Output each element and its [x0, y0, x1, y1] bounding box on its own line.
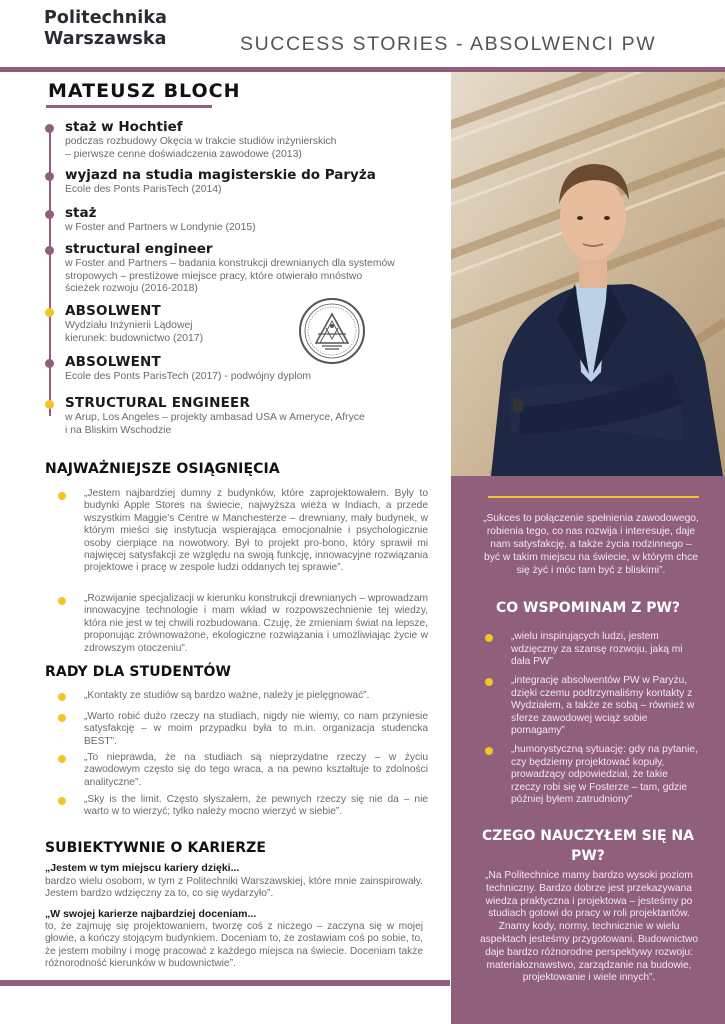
timeline-item-desc: w Arup, Los Angeles – projekty ambasad USA w Ameryce, Afryce i na Bliskim Wschodzie [65, 412, 365, 436]
timeline-dot [45, 210, 54, 219]
logo-line-1: Politechnika [44, 8, 168, 28]
timeline-item-desc: Wydziału Inżynierii Lądowej kierunek: budownictwo (2017) [65, 320, 204, 344]
achievement-item [58, 488, 428, 575]
subjective-answer: to, że zajmuję się projektowaniem, tworzę coś z niczego – zaczyna się w mojej głowie, a kończy stojącym budynkiem. Doceniam to, że zostawiam coś po sobie, to, że jestem mobilny i mogę pracować z każdego miejsca na świecie. Doceniam także różnorodność kierunków w budownictwie”. [45, 921, 423, 970]
sidebar-accent-line [488, 496, 699, 498]
bullet-dot [485, 747, 493, 755]
advice-text: „Sky is the limit. Często słyszałem, że pewnych rzeczy się nie da – nie warto w to wierzyć; tylko należy mocno wierzyć w siebie”. [84, 794, 428, 818]
bullet-dot [58, 597, 66, 605]
timeline-item [45, 118, 445, 161]
advice-item [58, 690, 428, 702]
timeline-item-title: staż [65, 205, 97, 221]
timeline-item-desc: podczas rozbudowy Okęcia w trakcie studiów inżynierskich – pierwsze cenne doświadczenia zawodowe (2013) [65, 136, 337, 160]
timeline-dot [45, 359, 54, 368]
timeline-item-title: structural engineer [65, 241, 213, 257]
subjective-answer: bardzo wielu osobom, w tym z Politechniki Warszawskiej, które mnie zainspirowały. Jestem bardzo wdzięczny za to, co się wydarzyło”. [45, 876, 423, 900]
timeline-item [45, 166, 445, 197]
timeline-item-title: STRUCTURAL ENGINEER [65, 395, 251, 411]
name-underline [46, 105, 212, 108]
timeline-dot [45, 400, 54, 409]
advice-item [58, 711, 428, 748]
achievement-text: „Rozwijanie specjalizacji w kierunku konstrukcji drewnianych – wprowadzam innowacyjne technologie i mam wkład w rozpowszechnienie tej wiedzy, która nie jest w tej chwili rozbudowana. Czuję, że zmieniam świat na lepsze, proponując zrównoważone, ekologiczne rozwiązania i umożliwiając życie w zdrowszym otoczeniu”. [84, 593, 428, 654]
logo-line-2: Warszawska [44, 29, 167, 49]
achievement-item [58, 593, 428, 655]
advice-text: „Kontakty ze studiów są bardzo ważne, należy je pielęgnować”. [84, 690, 370, 701]
timeline-item [45, 302, 445, 345]
timeline-dot [45, 246, 54, 255]
person-name: MATEUSZ BLOCH [48, 80, 241, 102]
advice-item [58, 752, 428, 789]
timeline-dot [45, 308, 54, 317]
memory-text: „humorystyczną sytuację: gdy na pytanie, czy będziemy projektować kopuły, prowadzący odpowiedział, że takie rzeczy robi się w Fosterze – tam, gdzie później byłem zatrudniony” [511, 744, 698, 806]
portrait-photo [451, 72, 725, 476]
timeline-item-title: ABSOLWENT [65, 303, 161, 319]
advice-item [58, 794, 428, 819]
advice-text: „Warto robić dużo rzeczy na studiach, nigdy nie wiemy, co nam przyniesie satysfakcję – w moim przypadku była to m.in. organizacja studencka BEST”. [84, 711, 428, 747]
bullet-dot [58, 755, 66, 763]
page-title: SUCCESS STORIES - ABSOLWENCI PW [240, 33, 657, 55]
timeline-item-desc: Ecole des Ponts ParisTech (2017) - podwójny dyplom [65, 371, 312, 382]
timeline-item-desc: w Foster and Partners – badania konstrukcji drewnianych dla systemów stropowych – prestiżowe miejsce pracy, które otwierało mnóstwo ścieżek rozwoju (2016-2018) [65, 258, 395, 295]
timeline-item-desc: Ecole des Ponts ParisTech (2014) [65, 184, 222, 195]
timeline-dot [45, 172, 54, 181]
memory-item [485, 744, 700, 807]
timeline-item-desc: w Foster and Partners w Londynie (2015) [65, 222, 256, 233]
timeline-item [45, 394, 445, 437]
achievement-text: „Jestem najbardziej dumny z budynków, które zaprojektowałem. Były to budynki Apple Stores na świecie, najwyższa wieża w Indiach, a przede wszystkim Maggie's Centre w Manchesterze – drewniany, mały budynek, w którym mieści się instytucja wspierająca emocjonalnie i psychologicznie osoby cierpiące na nowotwory. Był to projekt pro-bono, który sprawił mi najwięcej satysfakcji ze względu na swoją funkcję, innowacyjne rozwiązania projektowe i pracę w zespole ludzi oddanych tej sprawie”. [84, 488, 428, 574]
achievements-title: NAJWAŻNIEJSZE OSIĄGNIĘCIA [45, 461, 280, 477]
university-logo [44, 8, 184, 50]
subjective-question: „W swojej karierze najbardziej doceniam... [45, 908, 257, 920]
advice-text: „To nieprawda, że na studiach są nieprzydatne rzeczy – w życiu zawodowym często się do tego wraca, a na pewno kształtuje to zdolności analityczne”. [84, 752, 428, 788]
memory-item [485, 631, 700, 669]
timeline-item-title: ABSOLWENT [65, 354, 161, 370]
memory-text: „integrację absolwentów PW w Paryżu, dzięki czemu podtrzymaliśmy kontakty z Wydziałem, a także ze sobą – również w sferze zawodowej wciąż sobie pomagamy” [511, 675, 695, 737]
timeline-item [45, 240, 445, 296]
bullet-dot [58, 693, 66, 701]
learned-title: CZEGO NAUCZYŁEM SIĘ NA PW? [482, 828, 694, 864]
bullet-dot [58, 492, 66, 500]
success-quote: „Sukces to połączenie spełnienia zawodowego, robienia tego, co nas rozwija i interesuje, daje nam satysfakcję, a także życia rodzinnego – być w takim miejscu na świecie, w którym chce się żyć i móc tam być z bliskimi”. [483, 513, 699, 576]
memories-title: CO WSPOMINAM Z PW? [495, 600, 681, 616]
bullet-dot [485, 634, 493, 642]
subjective-title: SUBIEKTYWNIE O KARIERZE [45, 840, 267, 856]
footer-divider [0, 980, 450, 986]
advice-title: RADY DLA STUDENTÓW [45, 664, 232, 680]
timeline-item-title: staż w Hochtief [65, 119, 183, 135]
memory-item [485, 675, 700, 738]
bullet-dot [58, 797, 66, 805]
timeline-item [45, 353, 445, 384]
subjective-question: „Jestem w tym miejscu kariery dzięki... [45, 862, 240, 874]
bullet-dot [485, 678, 493, 686]
timeline-dot [45, 124, 54, 133]
bullet-dot [58, 714, 66, 722]
timeline-item-title: wyjazd na studia magisterskie do Paryża [65, 167, 376, 183]
faculty-seal-icon [298, 297, 366, 365]
sidebar-panel [451, 476, 725, 1024]
learned-text: „Na Politechnice mamy bardzo wysoki poziom techniczny. Bardzo dobrze jest przekazywana wiedza praktyczna i projektowa – jesteśmy po studiach gotowi do pracy w roli projektantów. Znamy kody, normy, technicznie w wielu aspektach jesteśmy przygotowani. Budownictwo daje bardzo różnorodne perspektywy rozwoju: materiałoznawstwo, zarządzanie na budowie, projektowanie i wiele innych”. [479, 870, 698, 984]
timeline-item [45, 204, 445, 235]
memory-text: „wielu inspirujących ludzi, jestem wdzięczny za szansę rozwoju, jaką mi dała PW” [511, 631, 683, 668]
